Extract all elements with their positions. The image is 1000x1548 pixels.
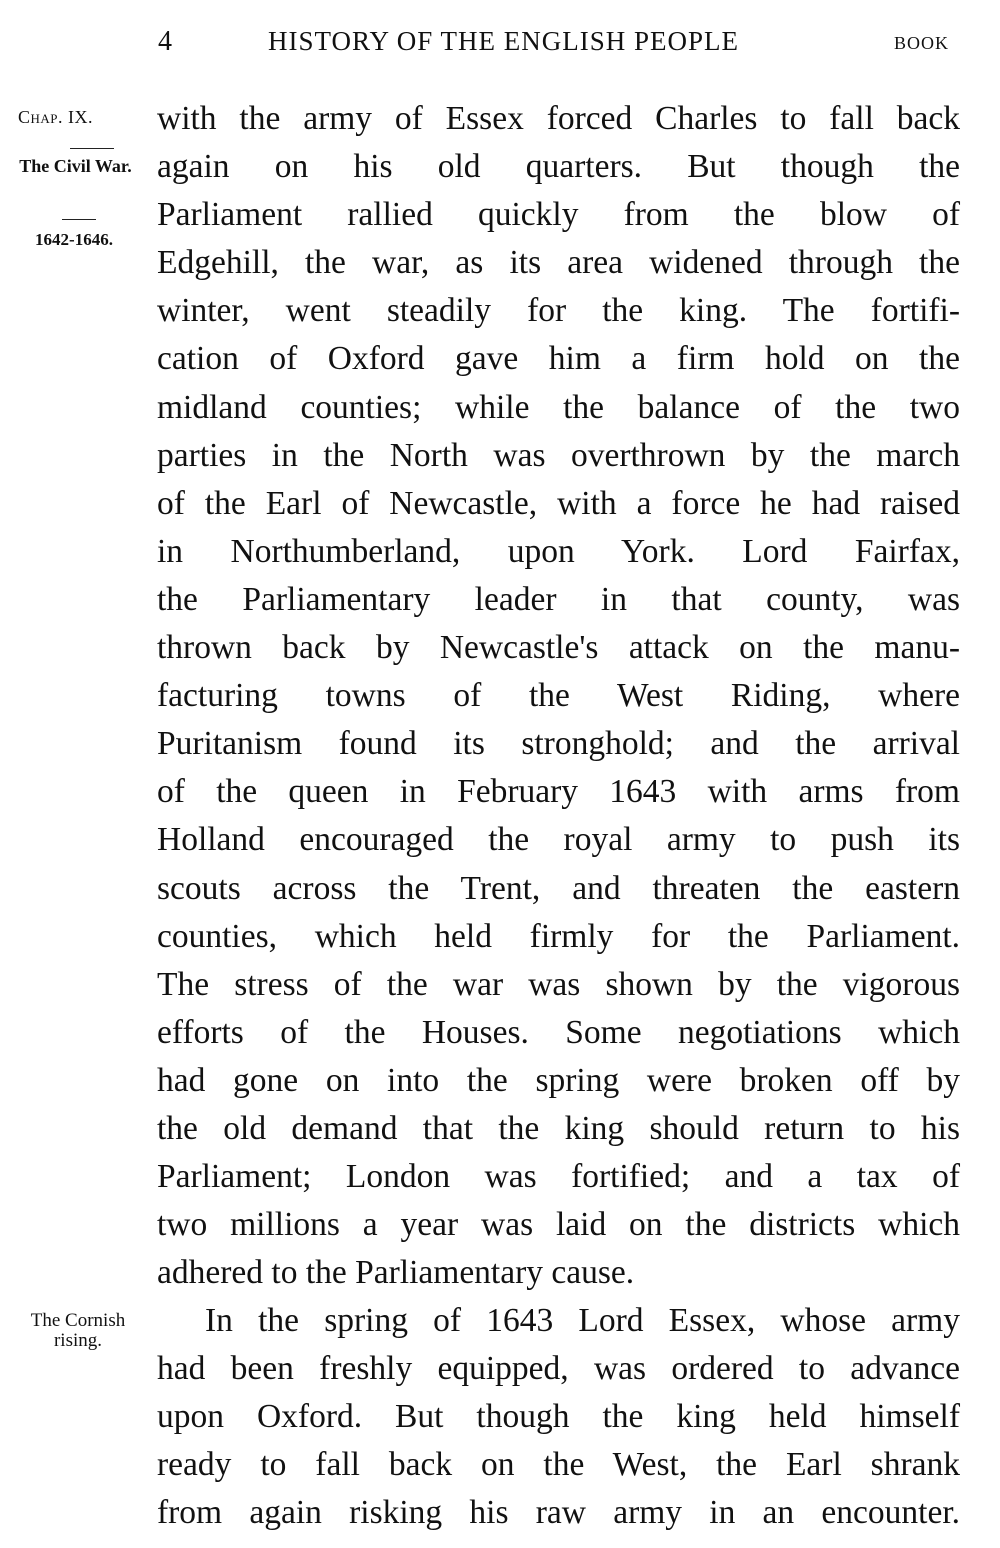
text-line: ready to fall back on the West, the Earl shrank xyxy=(157,1446,960,1484)
paragraph xyxy=(157,95,960,1297)
margin-note-dates: 1642-1646. xyxy=(35,230,113,249)
text-line: of the Earl of Newcastle, with a force he had raised xyxy=(157,484,960,522)
text-line: the old demand that the king should return to his xyxy=(157,1109,960,1147)
text-line: Holland encouraged the royal army to push its xyxy=(157,821,960,859)
margin-note-cornish-rising: The Cornish rising. xyxy=(30,1310,126,1351)
text-line: efforts of the Houses. Some negotiations which xyxy=(157,1013,960,1051)
text-line: again on his old quarters. But though the xyxy=(157,148,960,186)
running-head xyxy=(0,22,1000,62)
text-line: adhered to the Parliamentary cause. xyxy=(157,1254,635,1292)
text-line: from again risking his raw army in an encounter. xyxy=(157,1494,960,1532)
text-line: two millions a year was laid on the districts which xyxy=(157,1206,960,1244)
text-line: of the queen in February 1643 with arms from xyxy=(157,773,960,811)
margin-note-section: The Civil War. xyxy=(19,156,132,176)
running-title: HISTORY OF THE ENGLISH PEOPLE xyxy=(268,26,740,56)
page-number: 4 xyxy=(158,26,172,57)
text-line: counties, which held firmly for the Parliament. xyxy=(157,917,960,955)
text-line: facturing towns of the West Riding, where xyxy=(157,677,960,715)
text-line: thrown back by Newcastle's attack on the manu- xyxy=(157,629,960,667)
margin-rule xyxy=(70,148,114,149)
text-line: Edgehill, the war, as its area widened through the xyxy=(157,244,960,282)
text-line: upon Oxford. But though the king held himself xyxy=(157,1398,960,1436)
text-line: The stress of the war was shown by the vigorous xyxy=(157,965,960,1003)
text-line: had gone on into the spring were broken off by xyxy=(157,1061,960,1099)
margin-rule xyxy=(62,219,96,220)
running-head-book: BOOK xyxy=(894,33,950,53)
text-line: in Northumberland, upon York. Lord Fairfax, xyxy=(157,532,960,570)
text-line: Parliament rallied quickly from the blow of xyxy=(157,196,960,234)
text-line: Parliament; London was fortified; and a tax of xyxy=(157,1158,960,1196)
margin-note-chapter: Chap. IX. xyxy=(18,107,94,127)
text-line: the Parliamentary leader in that county, was xyxy=(157,580,960,618)
text-line: In the spring of 1643 Lord Essex, whose army xyxy=(205,1302,960,1339)
text-line: winter, went steadily for the king. The fortifi- xyxy=(157,292,960,330)
text-line: Puritanism found its stronghold; and the arrival xyxy=(157,725,960,763)
text-line: cation of Oxford gave him a firm hold on the xyxy=(157,340,960,378)
text-line: had been freshly equipped, was ordered to advance xyxy=(157,1350,960,1388)
paragraph xyxy=(157,1297,960,1537)
text-line: parties in the North was overthrown by the march xyxy=(157,436,960,474)
text-line: scouts across the Trent, and threaten the eastern xyxy=(157,869,960,907)
text-line: with the army of Essex forced Charles to fall back xyxy=(157,100,960,137)
text-line: midland counties; while the balance of the two xyxy=(157,388,960,426)
